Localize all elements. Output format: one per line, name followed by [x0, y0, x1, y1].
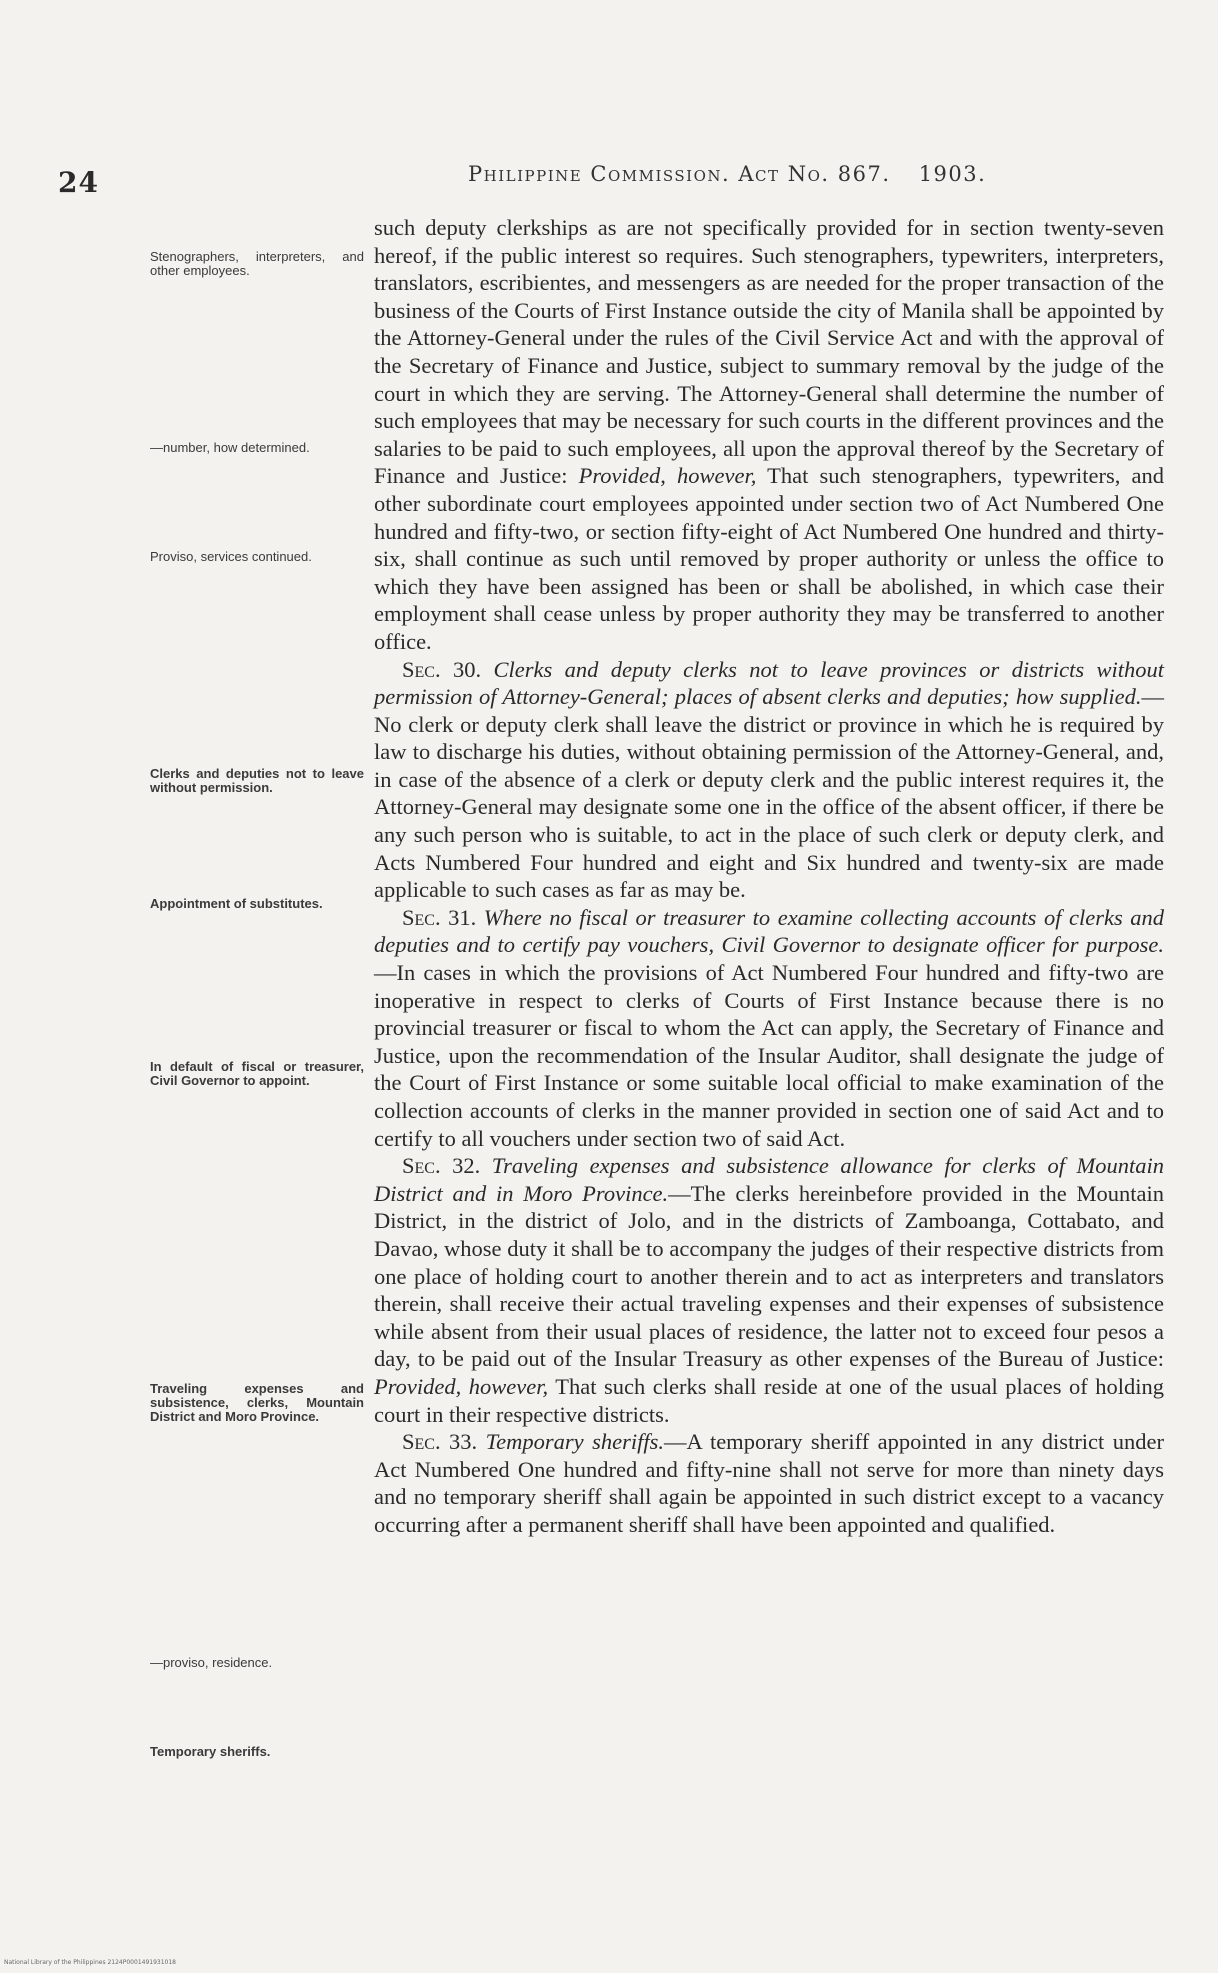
margin-note: Stenographers, interpreters, and other employees. [150, 249, 364, 278]
margin-note: —proviso, residence. [150, 1655, 273, 1670]
margin-note: —number, how determined. [150, 440, 310, 455]
paragraph: such deputy clerkships as are not specifically provided for in section twenty-seven hereof, if the public interest so requires. Such stenographers, typewriters, interpreters, translators, escribientes, and messengers as are needed for the proper transaction of the business of the Courts of First Instance outside the city of Manila shall be appointed by the Attorney-General under the rules of the Civil Service Act and with the approval of the Secretary of Finance and Justice, subject to summary removal by the judge of the court in which they are serving. The Attorney-General shall determine the number of such employees that may be necessary for such courts in the different provinces and the salaries to be paid to such employees, all upon the approval thereof by the Secretary of Finance and Justice: Provided, however, That such stenographers, typewriters, and other subordinate court employees appointed under section two of Act Numbered One hundred and fifty-two, or section fifty-eight of Act Numbered One hundred and thirty-six, shall continue as such until removed by proper authority or unless the office to which they have been assigned has been or shall be abolished, in which case their employment shall cease unless by proper authority they may be transferred to another office. [374, 215, 1165, 654]
margin-note: Appointment of substitutes. [150, 896, 323, 911]
margin-note: In default of fiscal or treasurer, Civil Governor to appoint. [150, 1059, 364, 1088]
margin-note: Clerks and deputies not to leave without permission. [150, 766, 364, 795]
body-text [374, 214, 1164, 1539]
margin-note: Traveling expenses and subsistence, clerks, Mountain District and Moro Province. [150, 1381, 364, 1424]
section-30: Sec. 30. Clerks and deputy clerks not to leave provinces or districts without permission of Attorney-General; places of absent clerks and deputies; how supplied.—No clerk or deputy clerk shall leave the district or province in which he is required by law to discharge his duties, without obtaining permission of the Attorney-General, and, in case of the absence of a clerk or deputy clerk and the public interest requires it, the Attorney-General may designate some one in the office of the absent officer, if there be any such person who is suitable, to act in the place of such clerk or deputy clerk, and Acts Numbered Four hundred and eight and Six hundred and twenty-six are made applicable to such cases as far as may be. [374, 656, 1165, 903]
section-32: Sec. 32. Traveling expenses and subsistence allowance for clerks of Mountain District and in Moro Province.—The clerks hereinbefore provided in the Mountain District, in the district of Jolo, and in the districts of Zamboanga, Cottabato, and Davao, whose duty it shall be to accompany the judges of their respective districts from one place of holding court to another therein and to act as interpreters and translators therein, shall receive their actual traveling expenses and their expenses of subsistence while absent from their usual places of residence, the latter not to exceed four pesos a day, to be paid out of the Insular Treasury as other expenses of the Bureau of Justice: Provided, however, That such clerks shall reside at one of the usual places of holding court in their respective districts. [374, 1153, 1165, 1427]
footer-credit: National Library of the Philippines 2124P0001491931018 [4, 1959, 176, 1966]
page-number: 24 [58, 166, 99, 199]
running-head-act: Act No. 867. [738, 162, 891, 186]
running-head-year: 1903. [918, 162, 987, 186]
margin-note: Proviso, services continued. [150, 549, 312, 564]
running-head [468, 162, 986, 186]
section-33: Sec. 33. Temporary sheriffs.—A temporary sheriff appointed in any district under Act Numbered One hundred and fifty-nine shall not serve for more than ninety days and no temporary sheriff shall again be appointed in such district except to a vacancy occurring after a permanent sheriff shall have been appointed and qualified. [374, 1429, 1164, 1537]
margin-note: Temporary sheriffs. [150, 1744, 271, 1759]
running-head-title: Philippine Commission. [468, 162, 731, 186]
section-31: Sec. 31. Where no fiscal or treasurer to examine collecting accounts of clerks and deputies and to certify pay vouchers, Civil Governor to designate officer for purpose.—In cases in which the provisions of Act Numbered Four hundred and fifty-two are inoperative in respect to clerks of Courts of First Instance because there is no provincial treasurer or fiscal to whom the Act can apply, the Secretary of Finance and Justice, upon the recommendation of the Insular Auditor, shall designate the judge of the Court of First Instance or some suitable local official to make examination of the collection accounts of clerks in the manner provided in section one of said Act and to certify to all vouchers under section two of said Act. [374, 904, 1165, 1151]
